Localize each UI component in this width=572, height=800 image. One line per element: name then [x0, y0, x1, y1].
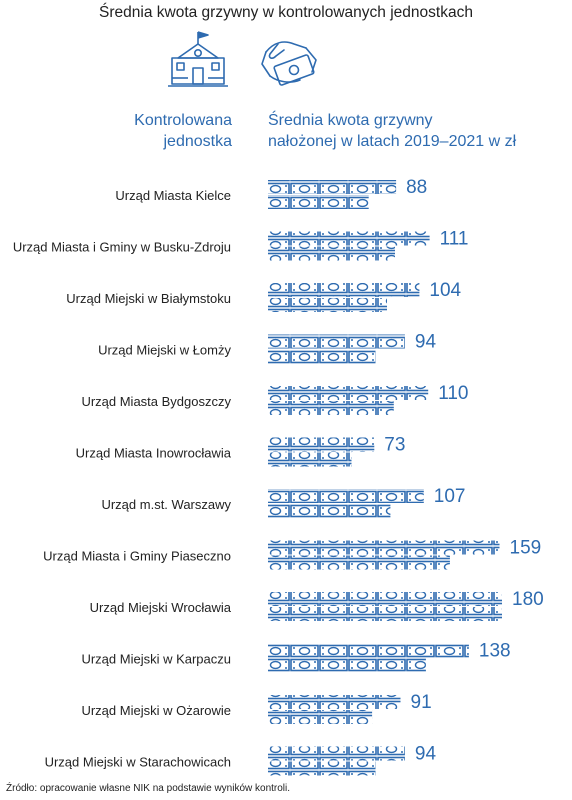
bar-7-row-2: [268, 504, 390, 518]
value-label-7: 107: [433, 486, 466, 507]
category-label-10: Urząd Miejski w Karpaczu: [81, 651, 231, 667]
bar-12: [268, 747, 405, 776]
bar-8-row-1: [268, 541, 500, 555]
bar-11: [268, 695, 401, 724]
bar-2-row-2: [268, 247, 395, 261]
bar-9-row-2: [268, 607, 502, 621]
bar-4-row-2: [268, 350, 376, 364]
value-label-12: 94: [414, 743, 437, 765]
bar-4: [268, 335, 405, 364]
value-label-4: 94: [414, 331, 437, 353]
bar-10: [268, 644, 469, 673]
bar-7: [268, 489, 424, 518]
bar-6-row-2: [268, 453, 352, 467]
bar-11-row-2: [268, 710, 372, 724]
column-header-amount-line2: nałożonej w latach 2019–2021 w zł: [268, 133, 517, 150]
source-note: Źródło: opracowanie własne NIK na podstawie wyników kontroli.: [6, 783, 291, 794]
bar-10-row-1: [268, 644, 469, 658]
value-label-5: 110: [438, 383, 469, 404]
category-label-3: Urząd Miejski w Białymstoku: [66, 291, 231, 306]
bar-6-row-1: [268, 438, 374, 452]
bar-12-row-2: [268, 762, 376, 776]
category-label-6: Urząd Miasta Inowrocławia: [75, 445, 231, 461]
column-header-amount-line1: Średnia kwota grzywny: [268, 112, 433, 129]
bar-9-row-1: [268, 592, 502, 606]
column-header-unit-line2: jednostka: [163, 133, 232, 150]
column-header-unit-line1: Kontrolowana: [134, 112, 232, 129]
category-label-9: Urząd Miejski Wrocławia: [89, 600, 231, 615]
bar-1: [268, 180, 396, 209]
value-label-10: 138: [478, 640, 511, 662]
bar-8: [268, 541, 500, 570]
bar-11-row-1: [268, 695, 401, 709]
bar-4-row-1: [268, 335, 405, 349]
category-label-8: Urząd Miasta i Gminy Piaseczno: [43, 548, 231, 564]
bar-5: [268, 386, 428, 415]
category-label-12: Urząd Miejski w Starachowicach: [44, 754, 231, 770]
value-label-8: 159: [509, 537, 542, 559]
bar-10-row-2: [268, 659, 426, 673]
bar-9: [268, 592, 502, 621]
bar-2: [268, 232, 430, 261]
bar-1-row-1: [268, 180, 396, 194]
value-label-11: 91: [410, 692, 432, 713]
category-label-4: Urząd Miejski w Łomży: [98, 342, 231, 358]
value-label-6: 73: [384, 434, 406, 456]
bar-3-row-1: [268, 283, 419, 297]
value-label-9: 180: [512, 589, 544, 610]
bar-12-row-1: [268, 747, 405, 761]
bar-7-row-1: [268, 489, 424, 503]
value-label-1: 88: [406, 177, 428, 198]
bar-5-row-2: [268, 401, 394, 415]
bar-3-row-2: [268, 298, 387, 312]
bar-1-row-2: [268, 195, 369, 209]
category-label-11: Urząd Miejski w Ożarowie: [81, 703, 231, 718]
chart-title: Średnia kwota grzywny w kontrolowanych jednostkach: [99, 4, 473, 21]
bar-8-row-2: [268, 556, 450, 570]
category-label-7: Urząd m.st. Warszawy: [101, 497, 231, 512]
bar-3: [268, 283, 419, 312]
category-label-1: Urząd Miasta Kielce: [115, 188, 231, 203]
bar-2-row-1: [268, 232, 430, 246]
category-label-2: Urząd Miasta i Gminy w Busku-Zdroju: [12, 239, 231, 255]
bar-6: [268, 438, 374, 467]
value-label-2: 111: [439, 228, 469, 250]
category-label-5: Urząd Miasta Bydgoszczy: [81, 394, 231, 409]
bar-5-row-1: [268, 386, 428, 400]
value-label-3: 104: [429, 280, 462, 301]
